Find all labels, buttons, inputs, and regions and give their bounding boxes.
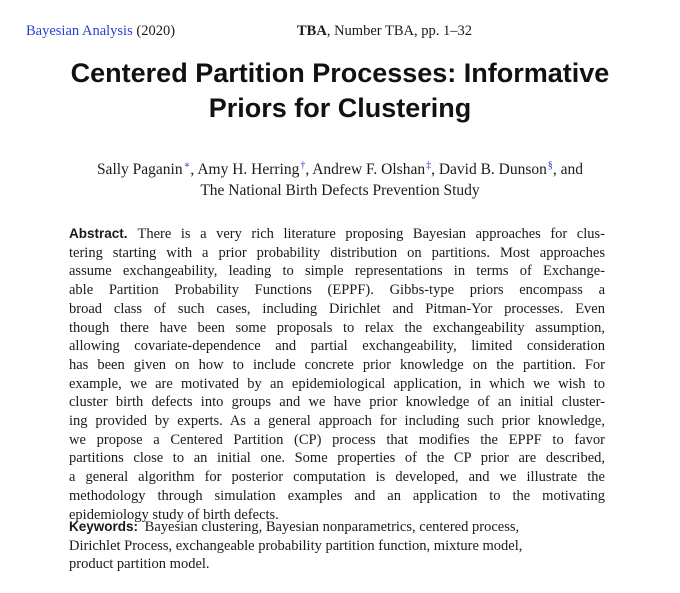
keywords-line: Dirichlet Process, exchangeable probability partition function, mixture model, bbox=[69, 537, 523, 554]
footnote-marker[interactable]: § bbox=[547, 160, 553, 171]
abstract-line: ing provided by experts. As a general approach for including such prior knowledge, bbox=[69, 413, 605, 430]
author-name: , David B. Dunson bbox=[431, 161, 547, 178]
abstract-line: partitions close to an initial one. Some properties of the CP prior are described, bbox=[69, 450, 605, 467]
abstract bbox=[69, 225, 605, 524]
keywords-line: Keywords: Bayesian clustering, Bayesian nonparametrics, centered process, bbox=[69, 519, 520, 535]
abstract-line: has been given on how to include concrete prior knowledge on the partition. For bbox=[69, 356, 605, 373]
keywords-label: Keywords: bbox=[69, 519, 139, 534]
title-line-1: Centered Partition Processes: Informative bbox=[70, 58, 610, 88]
abstract-line: assume exchangeability, leading to simple representations in terms of Exchange- bbox=[69, 263, 605, 280]
journal-link[interactable]: Bayesian Analysis bbox=[26, 23, 133, 39]
running-header-journal bbox=[26, 22, 175, 40]
abstract-line: tering starting with a prior probability distribution on partitions. Most approaches bbox=[69, 244, 605, 261]
footnote-marker[interactable]: ‡ bbox=[426, 160, 432, 171]
volume-label: TBA bbox=[297, 23, 327, 39]
author-list bbox=[0, 155, 680, 201]
title-line-2: Priors for Clustering bbox=[208, 93, 472, 123]
footnote-marker[interactable]: ∗ bbox=[183, 160, 191, 171]
issue-pages: , Number TBA, pp. 1–32 bbox=[326, 23, 472, 39]
abstract-line: allowing covariate-dependence and partial exchangeability, limited consideration bbox=[69, 338, 605, 355]
keywords bbox=[69, 518, 605, 574]
abstract-line: Abstract. There is a very rich literature proposing Bayesian approaches for clus- bbox=[69, 226, 605, 242]
footnote-marker[interactable]: † bbox=[300, 160, 306, 171]
abstract-line: a general algorithm for posterior computation is developed, and we illustrate the bbox=[69, 469, 605, 486]
author-line-1 bbox=[0, 155, 680, 180]
author-name: , Amy H. Herring bbox=[190, 161, 300, 178]
abstract-line: methodology through simulation examples and an application to the motivating bbox=[69, 487, 605, 504]
keywords-line: product partition model. bbox=[69, 556, 210, 573]
running-header-issue bbox=[297, 22, 472, 40]
journal-year: (2020) bbox=[136, 23, 176, 39]
abstract-line: broad class of such cases, including Dirichlet and Pitman-Yor processes. Even bbox=[69, 300, 605, 317]
author-separator: , and bbox=[552, 161, 584, 178]
abstract-line: able Partition Probability Functions (EPPF). Gibbs-type priors encompass a bbox=[69, 282, 605, 299]
paper-title bbox=[0, 56, 680, 126]
author-line-2: The National Birth Defects Prevention Study bbox=[200, 182, 480, 199]
abstract-line: we propose a Centered Partition (CP) process that modifies the EPPF to favor bbox=[69, 431, 605, 448]
abstract-line: cluster birth defects into groups and we have prior knowledge of an initial cluster- bbox=[69, 394, 605, 411]
abstract-line: example, we are motivated by an epidemiological application, in which we wish to bbox=[69, 375, 605, 392]
abstract-label: Abstract. bbox=[69, 226, 128, 241]
author-name: , Andrew F. Olshan bbox=[305, 161, 426, 178]
abstract-line: though there have been some proposals to relax the exchangeability assumption, bbox=[69, 319, 605, 336]
author-name: Sally Paganin bbox=[96, 161, 183, 178]
abstract-line: epidemiology study of birth defects. bbox=[69, 506, 279, 523]
